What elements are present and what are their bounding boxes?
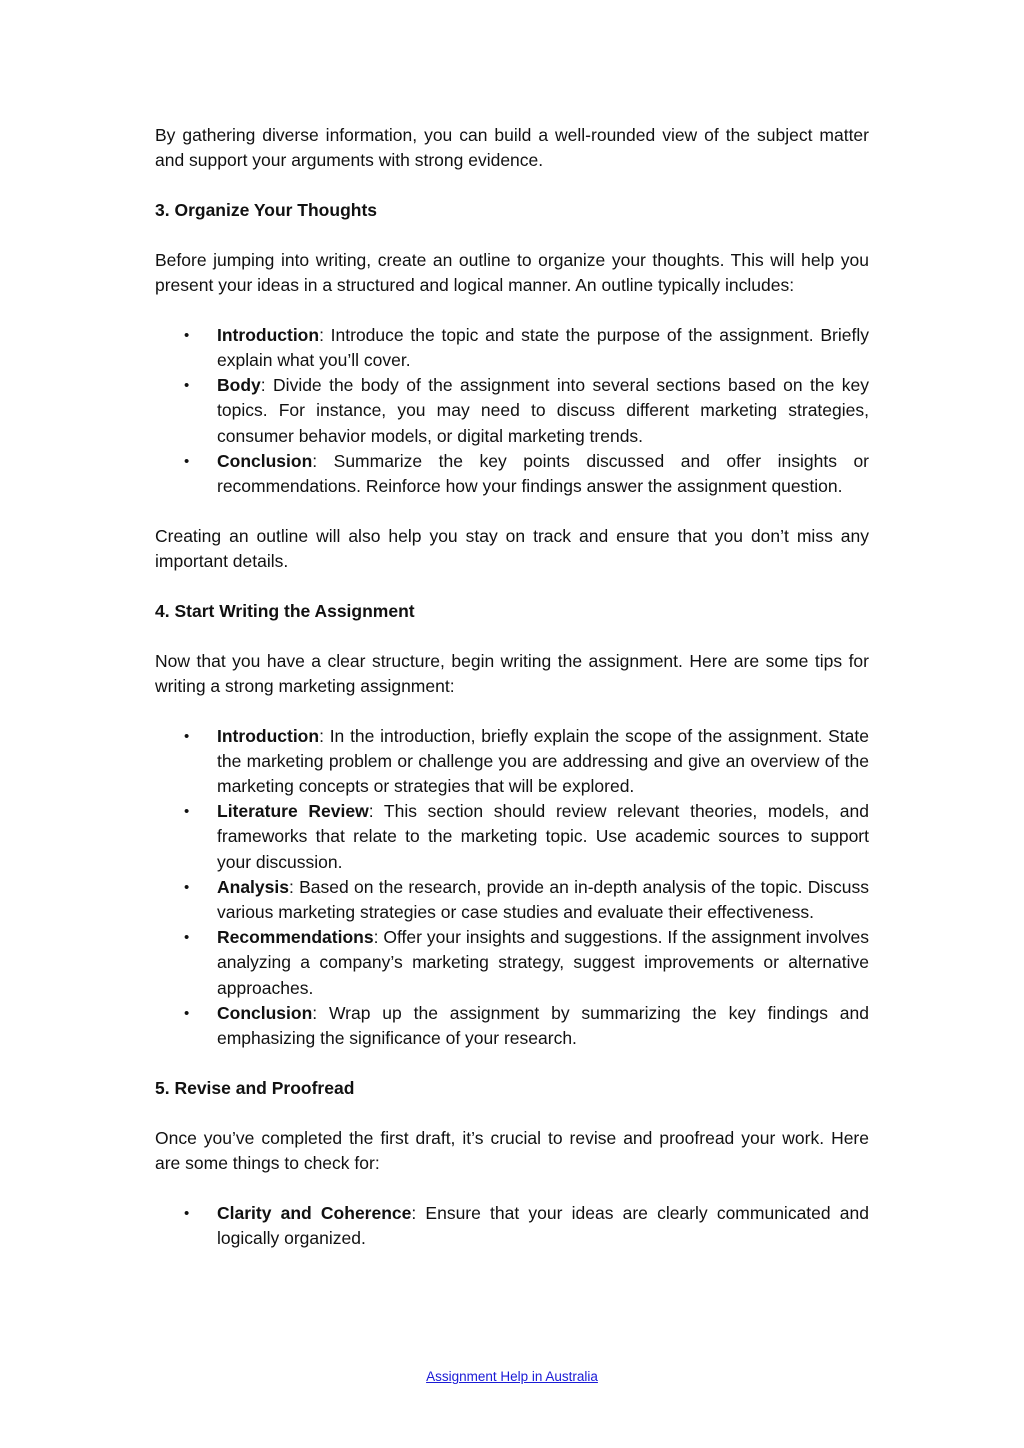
- bullet-icon: •: [184, 377, 190, 395]
- list-item-text: : Based on the research, provide an in-depth analysis of the topic. Discuss various marketing strategies or case studies and evaluate their effectiveness.: [217, 876, 869, 923]
- bullet-icon: •: [184, 727, 190, 745]
- list-item-text: : This section should review relevant theories, models, and frameworks that relate to the marketing topic. Use academic sources to support your discussion.: [217, 801, 869, 872]
- footer-link[interactable]: Assignment Help in Australia: [426, 1369, 598, 1384]
- list-item-text: : Summarize the key points discussed and offer insights or recommendations. Reinforce how your findings answer the assignment question.: [217, 450, 869, 497]
- list-item: [155, 323, 869, 373]
- bullet-icon: •: [184, 452, 190, 470]
- section-lead-writing: Now that you have a clear structure, begin writing the assignment. Here are some tips for writing a strong marketing assignment:: [155, 650, 869, 696]
- list-item-text: : Offer your insights and suggestions. If the assignment involves analyzing a company’s marketing strategy, suggest improvements or alternative approaches.: [217, 927, 869, 998]
- list-item-term: Body: [217, 375, 261, 396]
- list-item: [155, 373, 869, 449]
- list-item: [155, 925, 869, 1001]
- list-item: [155, 724, 869, 800]
- writing-tips-list: [155, 724, 869, 1052]
- list-item: [155, 1001, 869, 1051]
- bullet-icon: •: [184, 1004, 190, 1022]
- section-heading-writing: 4. Start Writing the Assignment: [155, 600, 415, 621]
- bullet-icon: •: [184, 878, 190, 896]
- list-item: [155, 1201, 869, 1251]
- list-item-text: : In the introduction, briefly explain the scope of the assignment. State the marketing problem or challenge you are addressing and give an overview of the marketing concepts or strategies that will be explored.: [217, 725, 869, 797]
- list-item-text: : Introduce the topic and state the purpose of the assignment. Briefly explain what you’ll cover.: [217, 324, 869, 370]
- outline-list: [155, 323, 869, 499]
- section-lead-revise: Once you’ve completed the first draft, it’s crucial to revise and proofread your work. Here are some things to check for:: [155, 1127, 869, 1173]
- list-item-term: Recommendations: [217, 927, 374, 948]
- section-closing-organize: Creating an outline will also help you stay on track and ensure that you don’t miss any important details.: [155, 525, 869, 572]
- revision-checklist: [155, 1201, 869, 1251]
- list-item-text: : Divide the body of the assignment into several sections based on the key topics. For instance, you may need to discuss different marketing strategies, consumer behavior models, or digital marketing trends.: [217, 375, 869, 446]
- list-item-term: Conclusion: [217, 1002, 313, 1023]
- section-lead-organize: Before jumping into writing, create an outline to organize your thoughts. This will help you present your ideas in a structured and logical manner. An outline typically includes:: [155, 249, 869, 295]
- list-item-term: Conclusion: [217, 450, 313, 471]
- list-item: [155, 875, 869, 925]
- list-item-term: Literature Review: [217, 801, 369, 822]
- list-item-text: : Ensure that your ideas are clearly communicated and logically organized.: [217, 1202, 869, 1248]
- bullet-icon: •: [184, 803, 190, 821]
- bullet-icon: •: [184, 1204, 190, 1222]
- section-heading-revise: 5. Revise and Proofread: [155, 1077, 355, 1098]
- list-item-term: Clarity and Coherence: [217, 1202, 412, 1223]
- list-item-term: Introduction: [217, 725, 320, 746]
- list-item-term: Analysis: [217, 876, 289, 897]
- intro-paragraph: By gathering diverse information, you can build a well-rounded view of the subject matter and support your arguments with strong evidence.: [155, 125, 869, 171]
- bullet-icon: •: [184, 326, 190, 344]
- list-item-text: : Wrap up the assignment by summarizing the key findings and emphasizing the significance of your research.: [217, 1002, 869, 1049]
- page-footer: [0, 1367, 1024, 1387]
- section-heading-organize: 3. Organize Your Thoughts: [155, 200, 378, 220]
- list-item-term: Introduction: [217, 324, 320, 345]
- list-item: [155, 799, 869, 875]
- list-item: [155, 449, 869, 499]
- bullet-icon: •: [184, 929, 190, 947]
- document-page: [155, 123, 869, 1276]
